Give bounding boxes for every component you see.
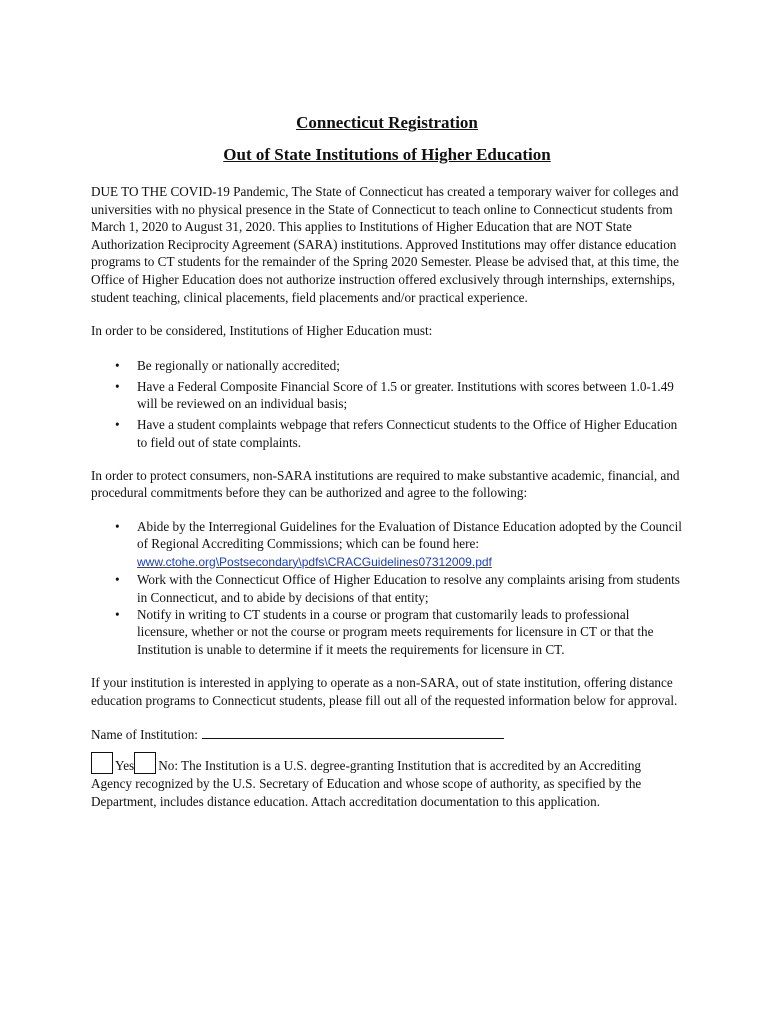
yes-checkbox[interactable] [91,752,113,774]
institution-name-field[interactable] [202,725,504,739]
bullet-icon: • [115,518,120,534]
list-item [91,571,683,606]
bullet-icon: • [115,378,120,394]
institution-name-label: Name of Institution: [91,727,198,743]
commitment-text: Abide by the Interregional Guidelines for the Evaluation of Distance Education adopted by the Council of Regional Accrediting Commissions; which can be found here: [137,518,682,552]
institution-name-row [91,725,683,744]
yes-label: Yes [115,757,135,773]
requirement-text: Be regionally or nationally accredited; [137,357,340,373]
list-item [91,606,683,658]
list-item [91,518,683,571]
crac-guidelines-link[interactable]: www.ctohe.org\Postsecondary\pdfs\CRACGuidelines07312009.pdf [137,554,492,569]
protect-paragraph: In order to protect consumers, non-SARA institutions are required to make substantive academic, financial, and procedural commitments before they can be authorized and agree to the following: [91,467,680,501]
apply-paragraph: If your institution is interested in applying to operate as a non-SARA, out of state institution, offering distance education programs to Connecticut students, please fill out all of the requested information below for approval. [91,675,678,708]
list-item [91,416,683,452]
accreditation-row [91,752,683,811]
commitment-text: Notify in writing to CT students in a course or program that customarily leads to professional licensure, whether or not the course or program meets requirements for licensure in CT or that the Institution is unable to determine if it meets the requirements for licensure in CT. [137,606,654,657]
commitments-list [91,518,683,658]
bullet-icon: • [115,572,120,588]
requirements-intro: In order to be considered, Institutions of Higher Education must: [91,323,433,339]
title-line-1: Connecticut Registration [296,113,478,132]
document-body [91,112,683,811]
commitment-text: Work with the Connecticut Office of Higher Education to resolve any complaints arising from students in Connecticut, and to abide by decisions of that entity; [137,572,680,605]
no-label: No: [158,757,178,773]
requirement-text: Have a student complaints webpage that refers Connecticut students to the Office of Higher Education to field out of state complaints. [137,417,678,450]
no-checkbox[interactable] [134,752,156,774]
intro-paragraph: DUE TO THE COVID-19 Pandemic, The State of Connecticut has created a temporary waiver for colleges and universities with no physical presence in the State of Connecticut to teach online to Connecticut students from March 1, 2020 to August 31, 2020. This applies to Institutions of Higher Education that are NOT State Authorization Reciprocity Agreement (SARA) institutions. Approved Institutions may offer distance education programs to CT students for the remainder of the Spring 2020 Semester. Please be advised that, at this time, the Office of Higher Education does not authorize instruction offered exclusively through internships, externships, student teaching, clinical placements, field placements and/or practical experience. [91,184,679,305]
bullet-icon: • [115,357,120,373]
accreditation-text: The Institution is a U.S. degree-granting Institution that is accredited by an Accrediting Agency recognized by the U.S. Secretary of Education and whose scope of authority, as specified by the Department, includes distance education. Attach accreditation documentation to this application. [91,757,642,809]
title-line-2: Out of State Institutions of Higher Education [223,145,551,164]
bullet-icon: • [115,606,120,622]
requirement-text: Have a Federal Composite Financial Score of 1.5 or greater. Institutions with scores between 1.0-1.49 will be reviewed on an individual basis; [137,378,674,412]
bullet-icon: • [115,417,120,433]
requirements-list [91,357,683,452]
list-item [91,357,683,375]
list-item [91,378,683,414]
